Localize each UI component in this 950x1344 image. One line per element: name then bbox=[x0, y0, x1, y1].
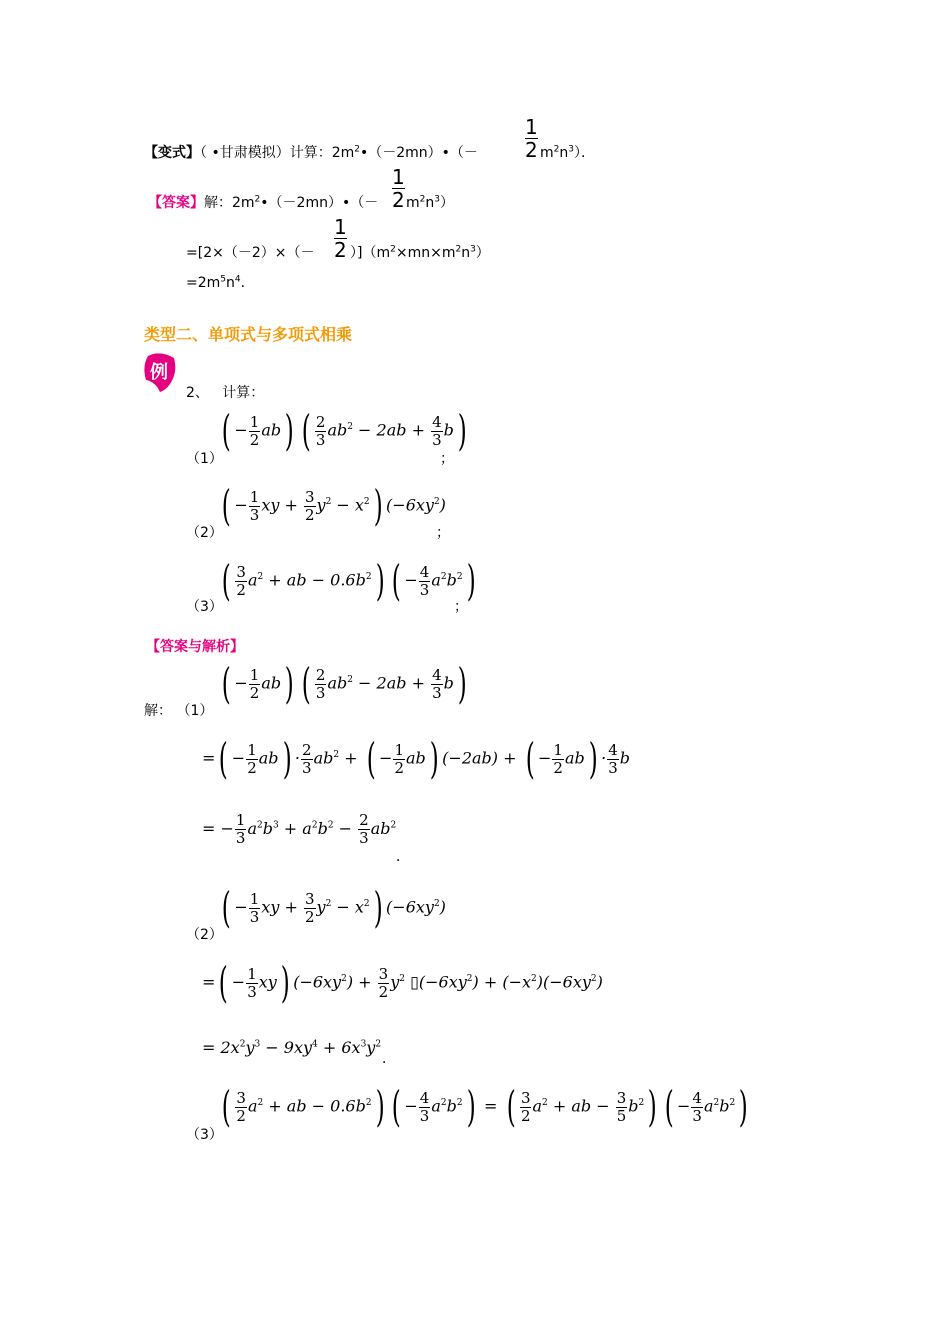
variant-label: 【变式】 bbox=[144, 145, 200, 161]
example-badge-icon bbox=[142, 352, 178, 392]
example-prompt: 2、 计算： bbox=[186, 385, 265, 401]
solution-label: 【答案与解析】 bbox=[146, 639, 244, 655]
answer-label: 【答案】 bbox=[148, 195, 204, 211]
answer-fraction-1: $\frac{1}{2}$ bbox=[392, 165, 405, 212]
solution-3-label: （3） bbox=[186, 1127, 223, 1143]
section-title: 类型二、单项式与多项式相乘 bbox=[144, 325, 353, 344]
solution-1-label: 解： （1） bbox=[144, 703, 214, 719]
problem-1-expr: ( − $\frac{1}{2}$ ab) ( $\frac{2}{3}$ $ab^2 - 2ab$ + $\frac{4}{3}$ b) bbox=[221, 406, 467, 455]
answer-line-2: =[2×（－2）×（－ bbox=[186, 245, 315, 261]
answer-line-1-tail: $m^2n^3$） bbox=[406, 194, 454, 211]
answer-line-3: $=2m^5n^4$． bbox=[186, 274, 255, 291]
problem-3-expr: ( $\frac{3}{2}$ $a^2$ + ab − $0.6b^2$) ( − $\frac{4}{3}$ $a^2b^2$) bbox=[221, 556, 476, 605]
variant-tail: $m^2n^3$）． bbox=[540, 144, 595, 161]
solution-2-expr: ( − $\frac{1}{3}$ xy + $\frac{3}{2}$ $y^2 - x^2$) $(-6xy^2)$ bbox=[221, 883, 446, 932]
problem-1-semicolon: ； bbox=[440, 451, 454, 467]
solution-1-step-1: =( − $\frac{1}{2}$ ab) · $\frac{2}{3}$ $ab^2$ + ( − $\frac{1}{2}$ ab) (−2ab) + ( − $\frac{1}{2}$ ab) · $\frac{4}{3}$ b bbox=[202, 734, 631, 783]
solution-1-period: ． bbox=[396, 849, 410, 865]
answer-line-2-tail: ）]$(m^2\times mn\times m^2n^3)$ bbox=[350, 244, 490, 261]
problem-2-expr: ( − $\frac{1}{3}$ xy + $\frac{3}{2}$ $y^2 - x^2$) $(-6xy^2)$ bbox=[221, 481, 446, 530]
solution-3-expr: ( $\frac{3}{2}$ $a^2$ + ab − $0.6b^2$) ( − $\frac{4}{3}$ $a^2b^2$) = ( $\frac{3}{2}$ $a^2$ + ab − $\frac{3}{5}$ $b^2$) ( − $\frac{4}{3}$ $a^2b^2$) bbox=[221, 1082, 748, 1131]
problem-3-semicolon: ； bbox=[454, 599, 468, 615]
solution-1-expr: ( − $\frac{1}{2}$ ab) ( $\frac{2}{3}$ $ab^2 - 2ab$ + $\frac{4}{3}$ b) bbox=[221, 659, 467, 708]
problem-2-semicolon: ； bbox=[436, 525, 450, 541]
answer-fraction-2: $\frac{1}{2}$ bbox=[334, 215, 347, 262]
variant-problem: 【变式】（ •甘肃模拟）计算：$2m^2•(-2mn)•(-$ bbox=[144, 144, 478, 161]
solution-2-period: ． bbox=[382, 1051, 396, 1067]
solution-2-step-1: =( − $\frac{1}{3}$ xy) $(-6xy^2)$ + $\frac{3}{2}$ $y^2$ $▯(-6xy^2) + (-x^2)(-6xy^2)$ bbox=[202, 958, 603, 1007]
solution-2-step-2: = $2x^2y^3 - 9xy^4 + 6x^3y^2$ bbox=[202, 1038, 382, 1057]
badge-text: 例 bbox=[150, 362, 168, 383]
problem-2-label: （2） bbox=[186, 525, 223, 541]
problem-1-label: （1） bbox=[186, 451, 223, 467]
solution-2-label: （2） bbox=[186, 927, 223, 943]
solution-1-step-2: = − $\frac{1}{3}$ $a^2b^3 + a^2b^2$ − $\frac{2}{3}$ $ab^2$ bbox=[202, 811, 397, 847]
answer-line-1: 【答案】解：$2m^2•(-2mn)•(-$ bbox=[148, 194, 379, 211]
variant-fraction: $\frac{1}{2}$ bbox=[525, 115, 538, 162]
problem-3-label: （3） bbox=[186, 599, 223, 615]
